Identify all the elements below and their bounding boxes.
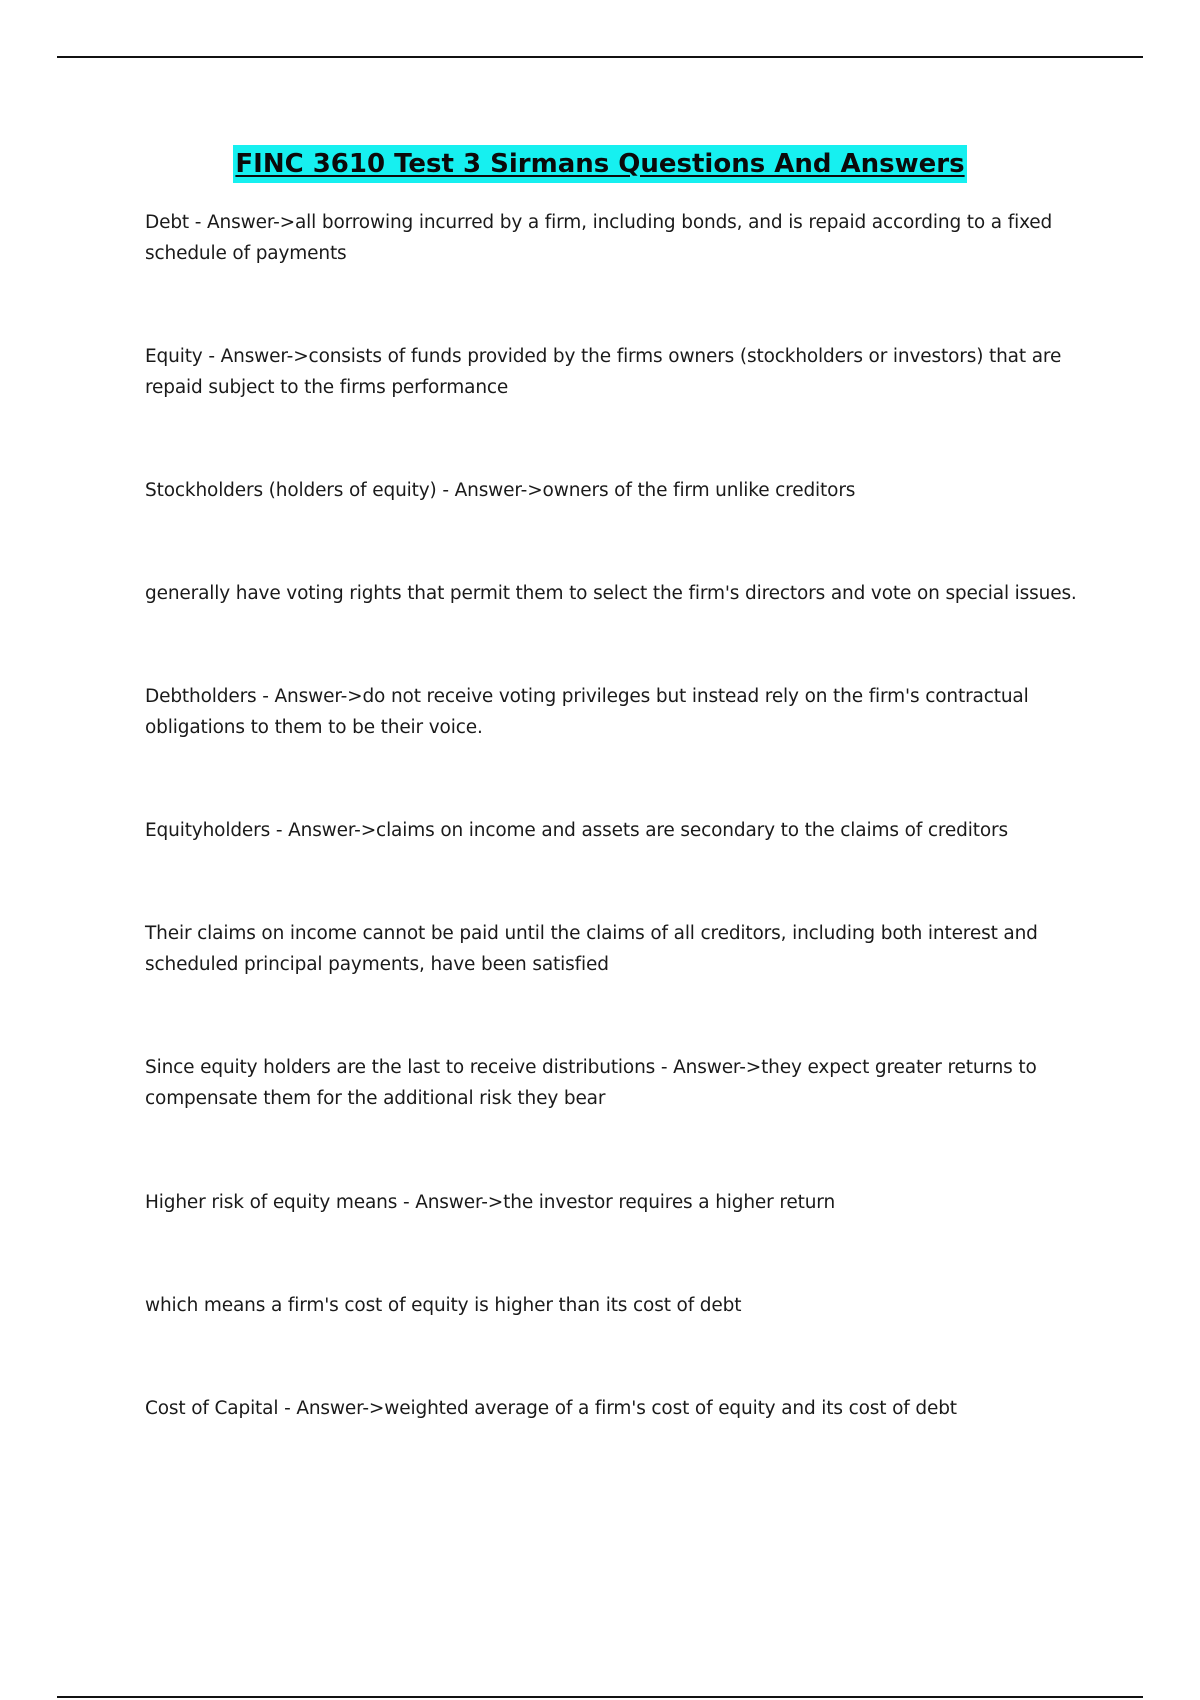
qa-separator: -	[655, 1057, 674, 1078]
qa-term: Equity	[145, 346, 203, 367]
qa-continuation-cost-of-equity	[145, 1290, 1080, 1321]
qa-answer: they expect greater returns to compensate them for the additional risk they bear	[145, 1057, 1037, 1109]
qa-answer-prefix: Answer->	[415, 1192, 504, 1213]
qa-answer: weighted average of a firm's cost of equity and its cost of debt	[384, 1398, 957, 1419]
qa-entry-higher-risk	[145, 1187, 1080, 1218]
qa-answer: all borrowing incurred by a firm, including bonds, and is repaid according to a fixed schedule of payments	[145, 212, 1053, 264]
qa-separator: -	[278, 1398, 297, 1419]
qa-entry-equityholders	[145, 815, 1080, 846]
qa-separator: -	[256, 686, 275, 707]
qa-separator: -	[436, 480, 455, 501]
qa-separator: -	[202, 346, 221, 367]
qa-term: Equityholders	[145, 820, 271, 841]
qa-term: Since equity holders are the last to receive distributions	[145, 1057, 656, 1078]
qa-answer-prefix: Answer->	[274, 686, 363, 707]
qa-answer-prefix: Answer->	[288, 820, 377, 841]
title-container	[0, 145, 1200, 183]
qa-continuation-voting-rights	[145, 578, 1080, 609]
qa-answer-prefix: Answer->	[673, 1057, 762, 1078]
bottom-rule	[57, 1696, 1143, 1698]
qa-term: Debt	[145, 212, 190, 233]
qa-entry-equity	[145, 341, 1080, 403]
qa-separator: -	[397, 1192, 416, 1213]
top-rule	[57, 56, 1143, 58]
qa-text: which means a firm's cost of equity is higher than its cost of debt	[145, 1295, 742, 1316]
qa-answer: claims on income and assets are secondary to the claims of creditors	[376, 820, 1008, 841]
qa-term: Stockholders (holders of equity)	[145, 480, 437, 501]
qa-entry-cost-of-capital	[145, 1393, 1080, 1424]
qa-term: Higher risk of equity means	[145, 1192, 398, 1213]
qa-answer-prefix: Answer->	[454, 480, 543, 501]
qa-answer-prefix: Answer->	[207, 212, 295, 233]
qa-answer: the investor requires a higher return	[503, 1192, 836, 1213]
qa-entry-debtholders	[145, 681, 1080, 743]
document-title: FINC 3610 Test 3 Sirmans Questions And Answers	[233, 145, 966, 183]
qa-term: Cost of Capital	[145, 1398, 279, 1419]
qa-separator: -	[189, 212, 208, 233]
qa-answer: do not receive voting privileges but instead rely on the firm's contractual obligations to them to be their voice.	[145, 686, 1029, 738]
qa-answer: owners of the firm unlike creditors	[542, 480, 856, 501]
qa-entry-debt	[145, 207, 1080, 269]
qa-answer-prefix: Answer->	[296, 1398, 385, 1419]
qa-continuation-claims	[145, 918, 1080, 980]
qa-entry-stockholders	[145, 475, 1080, 506]
qa-answer: consists of funds provided by the firms owners (stockholders or investors) that are repaid subject to the firms performance	[145, 346, 1062, 398]
qa-term: Debtholders	[145, 686, 257, 707]
qa-text: generally have voting rights that permit them to select the firm's directors and vote on special issues.	[145, 583, 1077, 604]
qa-answer-prefix: Answer->	[220, 346, 309, 367]
qa-text: Their claims on income cannot be paid until the claims of all creditors, including both interest and scheduled principal payments, have been satisfied	[145, 923, 1038, 975]
qa-entry-equity-holders-last	[145, 1052, 1080, 1114]
qa-separator: -	[270, 820, 289, 841]
